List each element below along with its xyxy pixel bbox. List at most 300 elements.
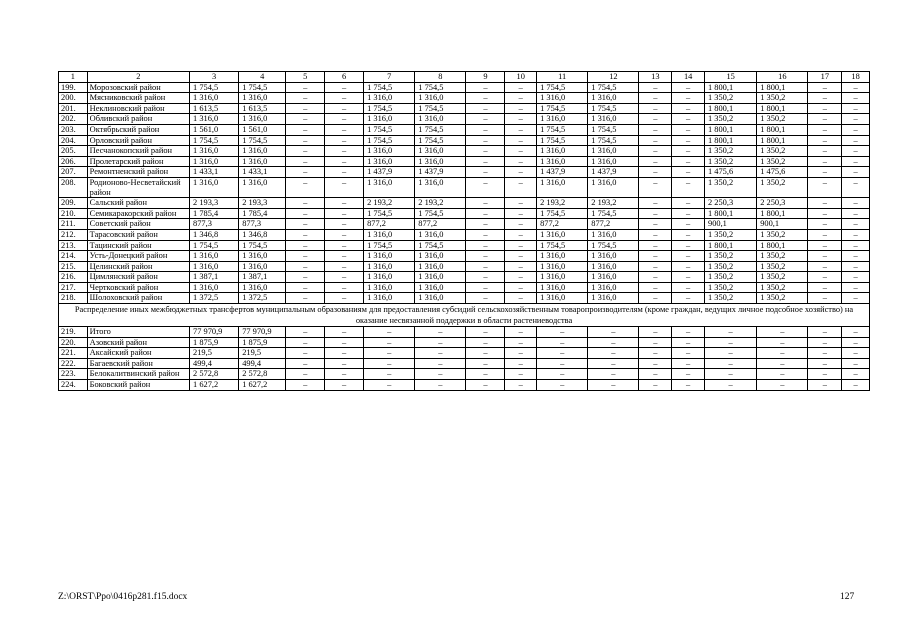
value-cell: –	[842, 251, 870, 262]
value-cell: 1 350,2	[705, 293, 757, 304]
value-cell: –	[466, 93, 505, 104]
value-cell: –	[672, 82, 705, 93]
value-cell: –	[286, 327, 325, 338]
value-cell: 1 754,5	[415, 103, 466, 114]
table-row	[59, 272, 870, 283]
value-cell: –	[505, 93, 537, 104]
value-cell: 1 316,0	[190, 177, 239, 197]
value-cell: –	[505, 198, 537, 209]
value-cell: –	[639, 327, 672, 338]
value-cell: 2 193,2	[415, 198, 466, 209]
value-cell: –	[808, 135, 842, 146]
value-cell: –	[639, 114, 672, 125]
value-cell: –	[588, 327, 639, 338]
column-number: 18	[842, 72, 870, 83]
value-cell: –	[672, 327, 705, 338]
row-number: 214.	[59, 251, 88, 262]
value-cell: 1 316,0	[415, 261, 466, 272]
value-cell: 1 316,0	[190, 146, 239, 157]
value-cell: –	[672, 272, 705, 283]
value-cell: –	[537, 327, 588, 338]
value-cell: 1 754,5	[415, 82, 466, 93]
value-cell: 1 316,0	[364, 293, 415, 304]
value-cell: 1 350,2	[757, 114, 808, 125]
district-name: Белокалитвинский район	[87, 369, 189, 380]
value-cell: 1 350,2	[757, 93, 808, 104]
value-cell: –	[466, 124, 505, 135]
table-row	[59, 327, 870, 338]
value-cell: –	[808, 208, 842, 219]
value-cell: –	[537, 348, 588, 359]
value-cell: –	[466, 358, 505, 369]
value-cell: 900,1	[705, 219, 757, 230]
value-cell: –	[286, 198, 325, 209]
value-cell: 1 316,0	[537, 251, 588, 262]
value-cell: –	[466, 261, 505, 272]
value-cell: –	[505, 82, 537, 93]
value-cell: 1 316,0	[364, 156, 415, 167]
value-cell: –	[808, 82, 842, 93]
value-cell: 1 316,0	[588, 93, 639, 104]
value-cell: 77 970,9	[239, 327, 286, 338]
value-cell: –	[325, 167, 364, 178]
value-cell: –	[639, 103, 672, 114]
value-cell: 1 316,0	[239, 261, 286, 272]
value-cell: 1 437,9	[588, 167, 639, 178]
value-cell: –	[415, 348, 466, 359]
column-number: 8	[415, 72, 466, 83]
value-cell: –	[757, 369, 808, 380]
value-cell: 1 350,2	[705, 114, 757, 125]
value-cell: –	[808, 380, 842, 391]
value-cell: 1 316,0	[415, 156, 466, 167]
value-cell: –	[705, 358, 757, 369]
value-cell: –	[639, 146, 672, 157]
value-cell: –	[505, 208, 537, 219]
table-row	[59, 348, 870, 359]
value-cell: 1 754,5	[364, 240, 415, 251]
value-cell: 2 250,3	[705, 198, 757, 209]
value-cell: –	[286, 272, 325, 283]
value-cell: –	[639, 93, 672, 104]
value-cell: –	[466, 348, 505, 359]
table-row	[59, 337, 870, 348]
value-cell: 1 316,0	[588, 146, 639, 157]
district-name: Боковский район	[87, 380, 189, 391]
value-cell: 1 754,5	[537, 124, 588, 135]
value-cell: 1 316,0	[415, 251, 466, 262]
value-cell: –	[286, 348, 325, 359]
value-cell: –	[842, 156, 870, 167]
row-number: 224.	[59, 380, 88, 391]
value-cell: 1 316,0	[364, 177, 415, 197]
row-number: 210.	[59, 208, 88, 219]
value-cell: –	[672, 103, 705, 114]
row-number: 219.	[59, 327, 88, 338]
value-cell: –	[325, 208, 364, 219]
value-cell: –	[466, 198, 505, 209]
value-cell: –	[808, 240, 842, 251]
value-cell: –	[808, 293, 842, 304]
value-cell: 1 875,9	[190, 337, 239, 348]
value-cell: 1 754,5	[588, 240, 639, 251]
value-cell: 1 316,0	[588, 293, 639, 304]
district-name: Чертковский район	[87, 282, 189, 293]
value-cell: 1 346,8	[190, 229, 239, 240]
district-name: Октябрьский район	[87, 124, 189, 135]
value-cell: –	[505, 177, 537, 197]
value-cell: –	[505, 156, 537, 167]
value-cell: –	[842, 114, 870, 125]
value-cell: –	[639, 293, 672, 304]
value-cell: 1 561,0	[239, 124, 286, 135]
row-number: 218.	[59, 293, 88, 304]
value-cell: –	[639, 198, 672, 209]
district-name: Шолоховский район	[87, 293, 189, 304]
value-cell: 1 754,5	[364, 124, 415, 135]
column-number: 11	[537, 72, 588, 83]
row-number: 223.	[59, 369, 88, 380]
value-cell: –	[808, 337, 842, 348]
value-cell: –	[588, 358, 639, 369]
value-cell: –	[466, 282, 505, 293]
value-cell: –	[639, 82, 672, 93]
value-cell: 1 350,2	[705, 251, 757, 262]
value-cell: 1 350,2	[705, 272, 757, 283]
value-cell: –	[639, 380, 672, 391]
value-cell: –	[537, 337, 588, 348]
value-cell: 1 627,2	[190, 380, 239, 391]
value-cell: 1 316,0	[190, 282, 239, 293]
value-cell: 1 316,0	[537, 177, 588, 197]
value-cell: –	[808, 167, 842, 178]
value-cell: –	[505, 380, 537, 391]
value-cell: –	[639, 272, 672, 283]
value-cell: –	[672, 208, 705, 219]
table-row	[59, 219, 870, 230]
value-cell: –	[842, 198, 870, 209]
value-cell: 1 316,0	[239, 114, 286, 125]
value-cell: 1 785,4	[239, 208, 286, 219]
value-cell: 1 754,5	[588, 135, 639, 146]
value-cell: 2 572,8	[190, 369, 239, 380]
value-cell: –	[505, 229, 537, 240]
table-row	[59, 114, 870, 125]
value-cell: –	[286, 337, 325, 348]
district-name: Морозовский район	[87, 82, 189, 93]
value-cell: 1 372,5	[190, 293, 239, 304]
value-cell: –	[325, 146, 364, 157]
row-number: 204.	[59, 135, 88, 146]
value-cell: 1 316,0	[239, 282, 286, 293]
value-cell: 1 800,1	[705, 240, 757, 251]
value-cell: 1 754,5	[537, 240, 588, 251]
value-cell: –	[325, 282, 364, 293]
value-cell: 877,2	[588, 219, 639, 230]
value-cell: 1 875,9	[239, 337, 286, 348]
table-row	[59, 229, 870, 240]
row-number: 215.	[59, 261, 88, 272]
value-cell: –	[842, 240, 870, 251]
value-cell: –	[672, 240, 705, 251]
value-cell: –	[286, 167, 325, 178]
row-number: 217.	[59, 282, 88, 293]
value-cell: –	[672, 337, 705, 348]
value-cell: –	[842, 219, 870, 230]
value-cell: 1 316,0	[239, 177, 286, 197]
value-cell: –	[808, 198, 842, 209]
value-cell: –	[537, 369, 588, 380]
value-cell: –	[842, 261, 870, 272]
value-cell: –	[757, 327, 808, 338]
value-cell: –	[415, 358, 466, 369]
district-name: Багаевский район	[87, 358, 189, 369]
row-number: 222.	[59, 358, 88, 369]
value-cell: –	[639, 261, 672, 272]
value-cell: 1 316,0	[364, 272, 415, 283]
column-number: 14	[672, 72, 705, 83]
value-cell: –	[286, 282, 325, 293]
value-cell: 1 350,2	[757, 251, 808, 262]
value-cell: –	[466, 240, 505, 251]
value-cell: –	[639, 177, 672, 197]
value-cell: 1 316,0	[415, 272, 466, 283]
table-row	[59, 293, 870, 304]
value-cell: –	[842, 208, 870, 219]
value-cell: –	[286, 146, 325, 157]
table-row	[59, 198, 870, 209]
value-cell: –	[466, 177, 505, 197]
district-name: Итого	[87, 327, 189, 338]
table-row	[59, 240, 870, 251]
value-cell: 1 316,0	[537, 146, 588, 157]
value-cell: 1 800,1	[705, 82, 757, 93]
column-number: 16	[757, 72, 808, 83]
value-cell: 1 437,9	[364, 167, 415, 178]
value-cell: 1 754,5	[190, 82, 239, 93]
value-cell: 1 350,2	[705, 156, 757, 167]
value-cell: –	[639, 240, 672, 251]
value-cell: 1 316,0	[415, 146, 466, 157]
value-cell: 1 800,1	[757, 124, 808, 135]
value-cell: –	[505, 124, 537, 135]
value-cell: 1 754,5	[364, 103, 415, 114]
value-cell: –	[466, 135, 505, 146]
value-cell: 1 316,0	[588, 282, 639, 293]
value-cell: –	[286, 135, 325, 146]
value-cell: 1 754,5	[588, 82, 639, 93]
district-name: Сальский район	[87, 198, 189, 209]
column-number: 6	[325, 72, 364, 83]
value-cell: 1 350,2	[705, 177, 757, 197]
value-cell: –	[672, 358, 705, 369]
value-cell: –	[325, 251, 364, 262]
value-cell: –	[808, 124, 842, 135]
value-cell: 1 316,0	[239, 251, 286, 262]
value-cell: 1 350,2	[757, 293, 808, 304]
table-row	[59, 82, 870, 93]
column-number: 13	[639, 72, 672, 83]
value-cell: –	[505, 135, 537, 146]
row-number: 203.	[59, 124, 88, 135]
value-cell: –	[286, 261, 325, 272]
row-number: 212.	[59, 229, 88, 240]
value-cell: –	[672, 114, 705, 125]
value-cell: 499,4	[190, 358, 239, 369]
value-cell: –	[325, 348, 364, 359]
value-cell: –	[672, 156, 705, 167]
column-number: 3	[190, 72, 239, 83]
value-cell: –	[505, 251, 537, 262]
value-cell: 1 754,5	[537, 82, 588, 93]
row-number: 206.	[59, 156, 88, 167]
value-cell: –	[505, 293, 537, 304]
value-cell: 877,2	[415, 219, 466, 230]
value-cell: 1 754,5	[190, 240, 239, 251]
value-cell: –	[842, 337, 870, 348]
value-cell: –	[588, 380, 639, 391]
value-cell: –	[286, 103, 325, 114]
value-cell: 1 561,0	[190, 124, 239, 135]
value-cell: 1 754,5	[364, 208, 415, 219]
value-cell: –	[286, 380, 325, 391]
value-cell: –	[588, 348, 639, 359]
column-number: 10	[505, 72, 537, 83]
value-cell: 1 316,0	[415, 93, 466, 104]
value-cell: 877,2	[364, 219, 415, 230]
value-cell: 1 475,6	[705, 167, 757, 178]
value-cell: –	[842, 177, 870, 197]
value-cell: 1 785,4	[190, 208, 239, 219]
row-number: 211.	[59, 219, 88, 230]
value-cell: –	[808, 358, 842, 369]
value-cell: –	[325, 124, 364, 135]
value-cell: 877,2	[537, 219, 588, 230]
value-cell: –	[808, 114, 842, 125]
value-cell: 2 193,2	[588, 198, 639, 209]
header-row	[59, 72, 870, 83]
section-row	[59, 304, 870, 327]
value-cell: –	[286, 208, 325, 219]
value-cell: –	[325, 327, 364, 338]
value-cell: 1 316,0	[364, 251, 415, 262]
value-cell: 1 754,5	[537, 103, 588, 114]
table-row	[59, 282, 870, 293]
value-cell: –	[466, 272, 505, 283]
value-cell: 1 316,0	[190, 93, 239, 104]
table-row	[59, 177, 870, 197]
value-cell: 1 754,5	[364, 135, 415, 146]
district-name: Орловский район	[87, 135, 189, 146]
value-cell: 77 970,9	[190, 327, 239, 338]
value-cell: –	[364, 369, 415, 380]
value-cell: –	[842, 348, 870, 359]
column-number: 15	[705, 72, 757, 83]
value-cell: 1 754,5	[537, 208, 588, 219]
table-row	[59, 103, 870, 114]
value-cell: –	[415, 337, 466, 348]
value-cell: 1 754,5	[239, 135, 286, 146]
row-number: 201.	[59, 103, 88, 114]
value-cell: –	[639, 219, 672, 230]
value-cell: –	[672, 124, 705, 135]
value-cell: –	[588, 337, 639, 348]
value-cell: –	[842, 167, 870, 178]
value-cell: 1 475,6	[757, 167, 808, 178]
value-cell: 1 800,1	[705, 103, 757, 114]
row-number: 205.	[59, 146, 88, 157]
value-cell: –	[325, 219, 364, 230]
value-cell: –	[466, 369, 505, 380]
value-cell: –	[286, 293, 325, 304]
value-cell: –	[639, 348, 672, 359]
value-cell: –	[808, 282, 842, 293]
value-cell: –	[639, 251, 672, 262]
value-cell: 1 800,1	[705, 124, 757, 135]
value-cell: –	[286, 156, 325, 167]
value-cell: –	[466, 167, 505, 178]
section-title: Распределение иных межбюджетных трансфертов муниципальным образованиям для предоставления субсидий сельскохозяйственным товаропроизводителям (кроме граждан, ведущих личное подсобное хозяйство) на оказание несвязанной поддержки в области растениеводства	[59, 304, 870, 327]
value-cell: –	[639, 156, 672, 167]
value-cell: 1 350,2	[705, 261, 757, 272]
value-cell: –	[325, 240, 364, 251]
value-cell: –	[325, 380, 364, 391]
value-cell: 219,5	[239, 348, 286, 359]
value-cell: –	[842, 135, 870, 146]
value-cell: 2 193,2	[537, 198, 588, 209]
value-cell: –	[842, 146, 870, 157]
value-cell: –	[505, 103, 537, 114]
value-cell: –	[286, 240, 325, 251]
value-cell: –	[466, 82, 505, 93]
row-number: 221.	[59, 348, 88, 359]
value-cell: –	[325, 156, 364, 167]
value-cell: 877,3	[239, 219, 286, 230]
value-cell: –	[286, 358, 325, 369]
value-cell: –	[672, 135, 705, 146]
value-cell: –	[705, 369, 757, 380]
value-cell: 1 316,0	[415, 282, 466, 293]
value-cell: –	[705, 348, 757, 359]
value-cell: 1 800,1	[705, 135, 757, 146]
value-cell: –	[505, 146, 537, 157]
value-cell: –	[842, 103, 870, 114]
value-cell: 1 754,5	[588, 124, 639, 135]
value-cell: –	[505, 261, 537, 272]
value-cell: –	[672, 251, 705, 262]
value-cell: –	[505, 337, 537, 348]
value-cell: 1 372,5	[239, 293, 286, 304]
value-cell: –	[639, 358, 672, 369]
table-row	[59, 93, 870, 104]
value-cell: –	[505, 327, 537, 338]
value-cell: –	[325, 229, 364, 240]
value-cell: –	[286, 93, 325, 104]
value-cell: –	[808, 272, 842, 283]
row-number: 199.	[59, 82, 88, 93]
value-cell: 1 316,0	[588, 177, 639, 197]
value-cell: 2 193,3	[190, 198, 239, 209]
value-cell: –	[466, 380, 505, 391]
value-cell: –	[364, 348, 415, 359]
value-cell: –	[672, 93, 705, 104]
value-cell: 1 316,0	[364, 229, 415, 240]
row-number: 200.	[59, 93, 88, 104]
value-cell: 1 350,2	[757, 272, 808, 283]
column-number: 5	[286, 72, 325, 83]
value-cell: –	[537, 358, 588, 369]
row-number: 213.	[59, 240, 88, 251]
